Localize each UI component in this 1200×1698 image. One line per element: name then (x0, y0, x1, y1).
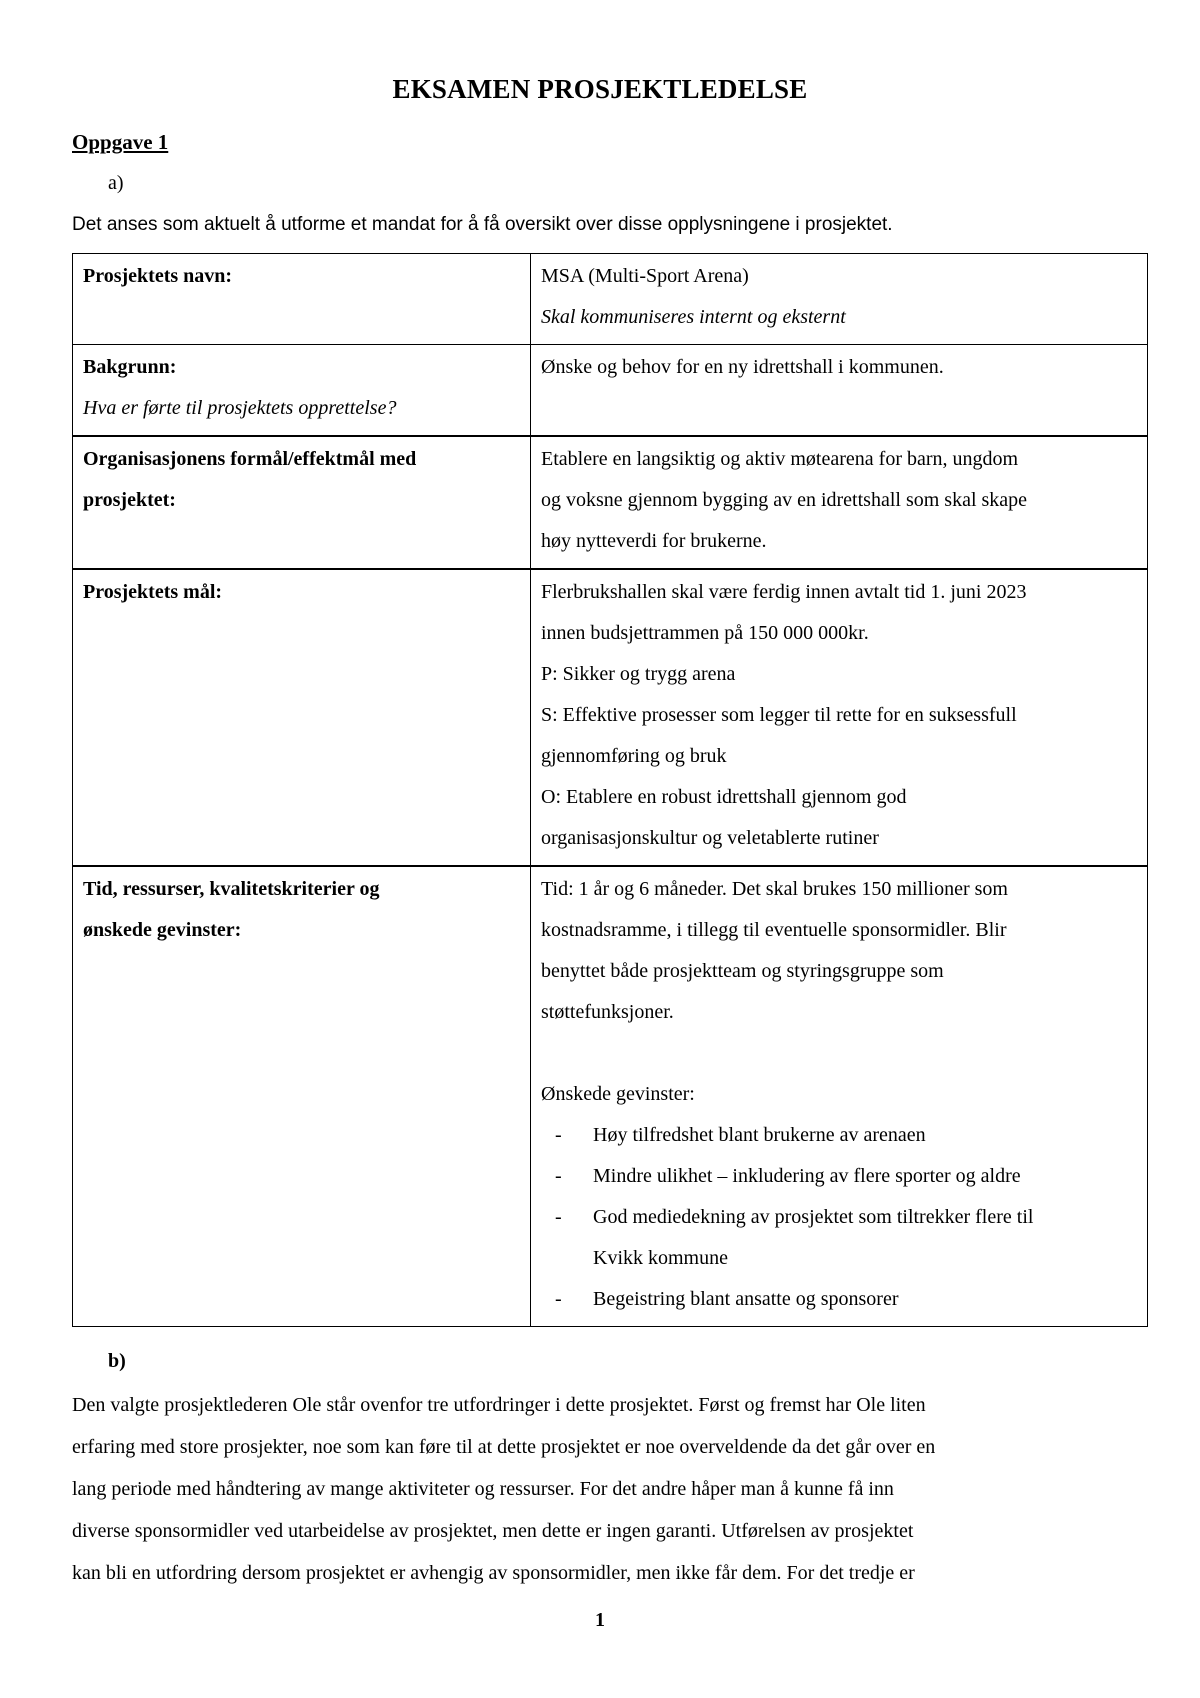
value-line: kostnadsramme, i tillegg til eventuelle sponsormidler. Blir (541, 919, 1007, 941)
table-row (73, 436, 1148, 569)
list-item (541, 1115, 1137, 1156)
body-paragraph (72, 1384, 1148, 1594)
row-label-line: ønskede gevinster: (83, 919, 242, 941)
row-label (73, 569, 531, 866)
value-line: Flerbrukshallen skal være ferdig innen avtalt tid 1. juni 2023 (541, 581, 1027, 603)
blank-line (541, 1033, 1137, 1074)
intro-text: Det anses som aktuelt å utforme et mandat for å få oversikt over disse opplysningene i prosjektet. (72, 214, 893, 235)
list-dash: - (555, 1165, 562, 1187)
row-label-line: Tid, ressurser, kvalitetskriterier og (83, 878, 380, 900)
value-line: benyttet både prosjektteam og styringsgruppe som (541, 960, 944, 982)
value-line: S: Effektive prosesser som legger til rette for en suksessfull (541, 704, 1017, 726)
gains-heading: Ønskede gevinster: (541, 1083, 695, 1105)
list-dash: - (555, 1124, 562, 1146)
row-value (531, 254, 1148, 345)
value-line: Ønske og behov for en ny idrettshall i kommunen. (541, 356, 944, 378)
paragraph-line: Den valgte prosjektlederen Ole står ovenfor tre utfordringer i dette prosjektet. Først og fremst har Ole liten (72, 1394, 926, 1416)
list-item-line: God mediedekning av prosjektet som tiltrekker flere til (593, 1206, 1034, 1228)
table-row (73, 569, 1148, 866)
value-line: og voksne gjennom bygging av en idrettshall som skal skape (541, 489, 1028, 511)
document-title: EKSAMEN PROSJEKTLEDELSE (392, 74, 808, 104)
list-item (541, 1156, 1137, 1197)
table-row (73, 254, 1148, 345)
list-item-line: Høy tilfredshet blant brukerne av arenaen (593, 1124, 926, 1146)
value-note: Skal kommuniseres internt og eksternt (541, 306, 846, 328)
list-item (541, 1197, 1137, 1279)
list-item-line: Kvikk kommune (593, 1247, 728, 1269)
list-item (541, 1279, 1137, 1320)
list-item-line: Mindre ulikhet – inkludering av flere sporter og aldre (593, 1165, 1021, 1187)
value-line: O: Etablere en robust idrettshall gjennom god (541, 786, 907, 808)
value-line: organisasjonskultur og veletablerte rutiner (541, 827, 879, 849)
row-label (73, 345, 531, 437)
table-row (73, 345, 1148, 437)
paragraph-line: erfaring med store prosjekter, noe som kan føre til at dette prosjektet er noe overveldende da det går over en (72, 1436, 936, 1458)
paragraph-line: lang periode med håndtering av mange aktiviteter og ressurser. For det andre håper man å kunne få inn (72, 1478, 894, 1500)
section-heading: Oppgave 1 (72, 130, 169, 154)
value-line: Tid: 1 år og 6 måneder. Det skal brukes 150 millioner som (541, 878, 1008, 900)
row-label (73, 436, 531, 569)
row-value (531, 569, 1148, 866)
subsection-a-label: a) (108, 172, 124, 194)
row-value (531, 436, 1148, 569)
value-line: P: Sikker og trygg arena (541, 663, 736, 685)
row-label-text: Prosjektets navn: (83, 265, 233, 287)
row-value (531, 866, 1148, 1327)
row-label-text: Bakgrunn: (83, 356, 177, 378)
row-label (73, 254, 531, 345)
value-line: høy nytteverdi for brukerne. (541, 530, 767, 552)
row-label-note: Hva er førte til prosjektets opprettelse? (83, 397, 397, 419)
gains-list (541, 1115, 1137, 1320)
paragraph-line: diverse sponsormidler ved utarbeidelse av prosjektet, men dette er ingen garanti. Utførelsen av prosjektet (72, 1520, 914, 1542)
list-dash: - (555, 1288, 562, 1310)
mandate-table (72, 253, 1148, 1327)
row-label-line: prosjektet: (83, 489, 176, 511)
row-label (73, 866, 531, 1327)
table-row (73, 866, 1148, 1327)
value-line: Etablere en langsiktig og aktiv møtearena for barn, ungdom (541, 448, 1019, 470)
value-line: innen budsjettrammen på 150 000 000kr. (541, 622, 869, 644)
subsection-b-label: b) (108, 1350, 126, 1372)
value-line: støttefunksjoner. (541, 1001, 674, 1023)
row-value (531, 345, 1148, 437)
value-line: MSA (Multi-Sport Arena) (541, 265, 749, 287)
row-label-line: Organisasjonens formål/effektmål med (83, 448, 417, 470)
list-item-line: Begeistring blant ansatte og sponsorer (593, 1288, 899, 1310)
value-line: gjennomføring og bruk (541, 745, 727, 767)
page-number: 1 (595, 1609, 605, 1631)
row-label-text: Prosjektets mål: (83, 581, 223, 603)
list-dash: - (555, 1206, 562, 1228)
paragraph-line: kan bli en utfordring dersom prosjektet er avhengig av sponsormidler, men ikke får dem. For det tredje er (72, 1562, 915, 1584)
